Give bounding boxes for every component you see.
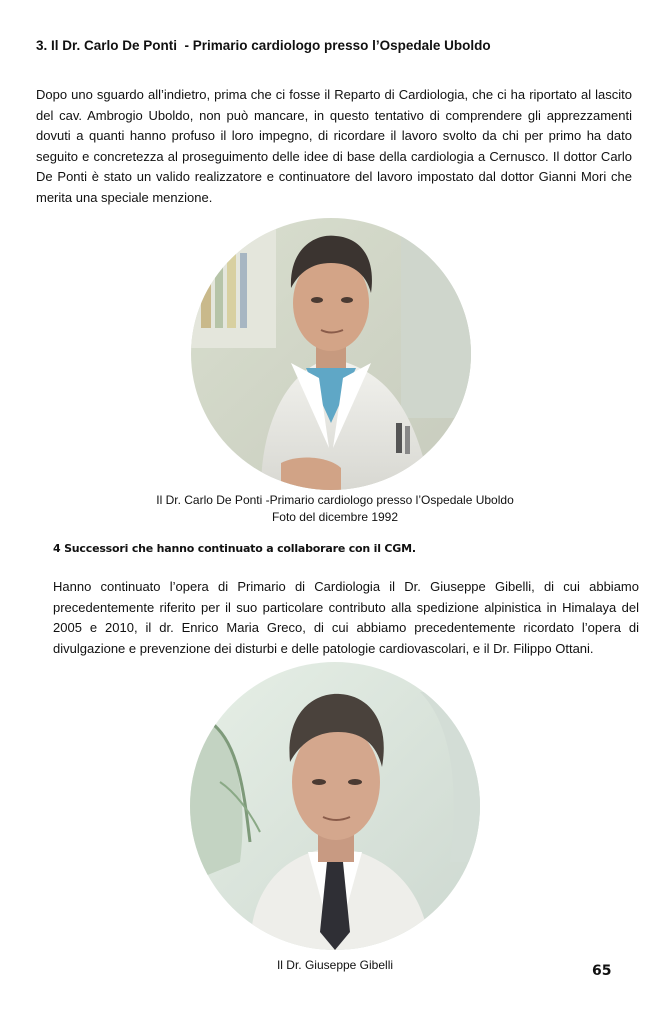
page-number: 65 <box>592 963 612 979</box>
photo1-caption-line1: Il Dr. Carlo De Ponti -Primario cardiologo presso l’Ospedale Uboldo <box>156 493 514 507</box>
photo2-caption: Il Dr. Giuseppe Gibelli <box>276 958 394 972</box>
photo1-caption-line2: Foto del dicembre 1992 <box>271 510 399 524</box>
section4-title: 4 Successori che hanno continuato a collaborare con il CGM. <box>53 542 416 555</box>
portrait-carlo-de-ponti <box>191 218 471 490</box>
photo1-caption <box>0 492 670 526</box>
intro-paragraph: Dopo uno sguardo all’indietro, prima che ci fosse il Reparto di Cardiologia, che ci ha riportato al lascito del cav. Ambrogio Uboldo, non può mancare, in questo tentativo di comprendere gli apprezzamenti dovuti a quanti hanno profuso il loro impegno, di ricordare il lavoro svolto da chi per primo ha dato seguito e concretezza al proseguimento delle idee di base della cardiologia a Cernusco. Il dottor Carlo De Ponti è stato un valido realizzatore e continuatore del lavoro impostato dal dottor Gianni Mori che merita una speciale menzione. <box>36 87 632 205</box>
portrait-giuseppe-gibelli <box>190 662 480 950</box>
section-title: 3. Il Dr. Carlo De Ponti - Primario cardiologo presso l’Ospedale Uboldo <box>36 38 491 53</box>
successors-paragraph: Hanno continuato l’opera di Primario di Cardiologia il Dr. Giuseppe Gibelli, di cui abbiamo precedentemente riferito per il suo particolare contributo alla spedizione alpinistica in Himalaya del 2005 e 2010, il dr. Enrico Maria Greco, di cui abbiamo precedentemente ricordato l’opera di divulgazione e prevenzione dei disturbi e delle patologie cardiovascolari, e il Dr. Filippo Ottani. <box>53 579 639 656</box>
